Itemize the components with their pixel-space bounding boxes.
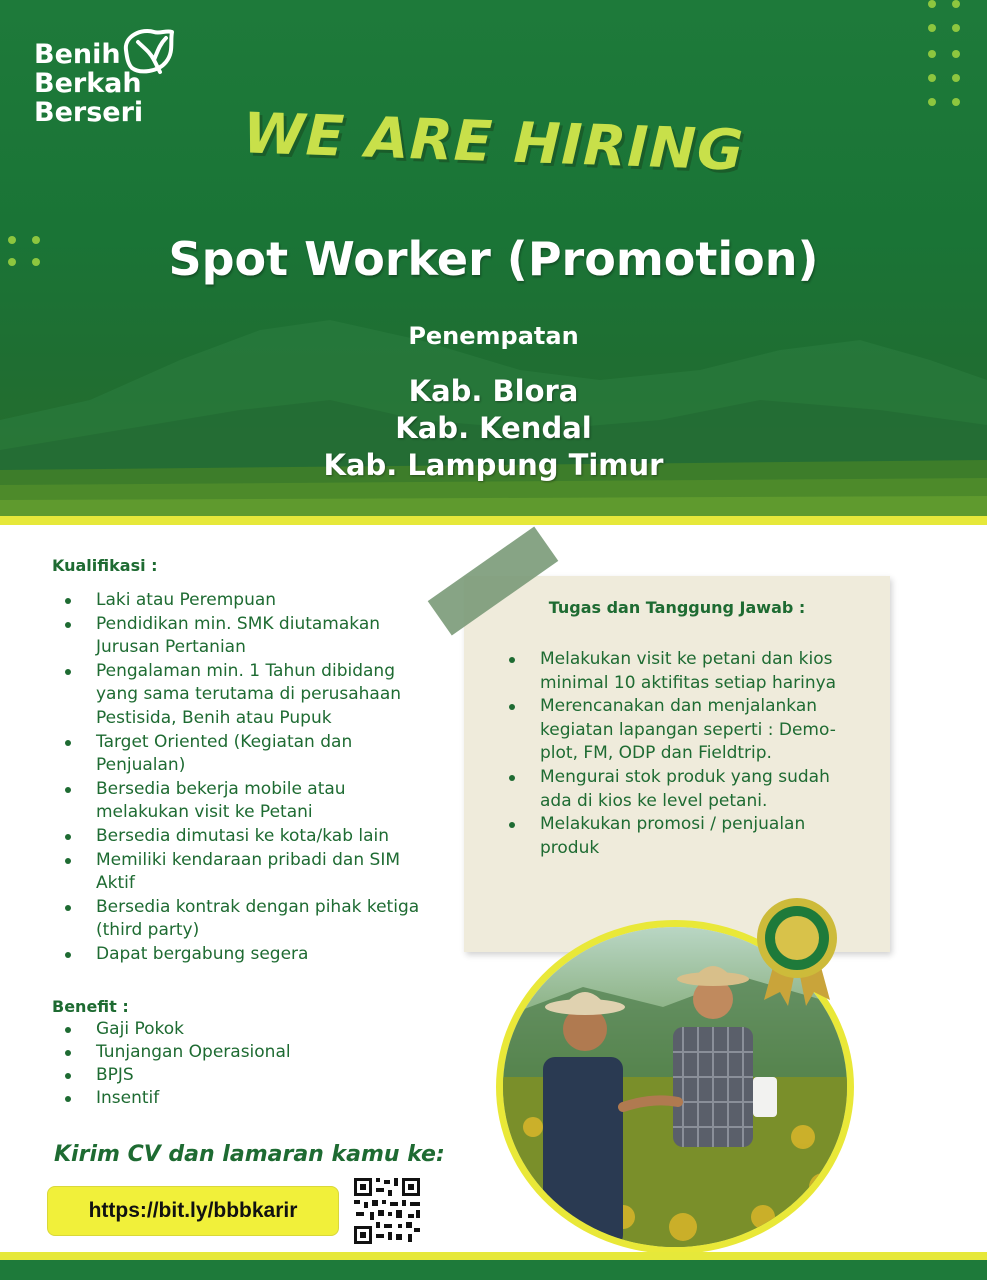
duties-title: Tugas dan Tanggung Jawab : — [548, 598, 806, 617]
location-3: Kab. Lampung Timur — [323, 448, 664, 482]
list-item: Merencanakan dan menjalankan kegiatan lapangan seperti : Demo-plot, FM, ODP dan Fieldtrip. — [496, 695, 866, 766]
list-item: Gaji Pokok — [52, 1018, 432, 1041]
qualifications-list — [52, 589, 432, 967]
list-item: Melakukan promosi / penjualan produk — [496, 813, 866, 860]
location-2: Kab. Kendal — [395, 411, 592, 445]
list-item: Bersedia kontrak dengan pihak ketiga (third party) — [52, 896, 432, 943]
list-item: Bersedia bekerja mobile atau melakukan visit ke Petani — [52, 778, 432, 825]
logo-line-2: Berkah — [34, 68, 142, 99]
list-item: Laki atau Perempuan — [52, 589, 432, 613]
list-item: Pengalaman min. 1 Tahun dibidang yang sama terutama di perusahaan Pestisida, Benih atau Pupuk — [52, 660, 432, 731]
leaf-logo-icon — [120, 28, 176, 78]
qualifications-title: Kualifikasi : — [52, 556, 158, 575]
list-item: Bersedia dimutasi ke kota/kab lain — [52, 825, 432, 849]
list-item: Target Oriented (Kegiatan dan Penjualan) — [52, 731, 432, 778]
placement-label: Penempatan — [408, 322, 579, 350]
duties-list — [496, 648, 866, 860]
apply-link[interactable]: https://bit.ly/bbbkarir — [47, 1186, 339, 1236]
logo-line-1: Benih — [34, 39, 121, 70]
list-item: Memiliki kendaraan pribadi dan SIM Aktif — [52, 849, 432, 896]
logo-line-3: Berseri — [34, 97, 144, 128]
list-item: Mengurai stok produk yang sudah ada di kios ke level petani. — [496, 766, 866, 813]
location-1: Kab. Blora — [408, 374, 579, 408]
qr-code-icon[interactable] — [352, 1176, 422, 1246]
header-accent-stripe — [0, 516, 987, 525]
footer-bar — [0, 1260, 987, 1280]
footer-accent-stripe — [0, 1252, 987, 1260]
cta-text: Kirim CV dan lamaran kamu ke: — [54, 1142, 445, 1167]
list-item: Insentif — [52, 1087, 432, 1110]
list-item: BPJS — [52, 1064, 432, 1087]
list-item: Dapat bergabung segera — [52, 943, 432, 967]
award-badge-icon — [754, 896, 840, 1006]
job-title: Spot Worker (Promotion) — [168, 232, 819, 286]
benefit-list — [52, 1018, 432, 1110]
list-item: Tunjangan Operasional — [52, 1041, 432, 1064]
list-item: Pendidikan min. SMK diutamakan Jurusan Pertanian — [52, 613, 432, 660]
benefit-title: Benefit : — [52, 997, 129, 1016]
header-banner — [0, 0, 987, 522]
hiring-headline: WE ARE HIRING — [241, 101, 746, 184]
list-item: Melakukan visit ke petani dan kios minimal 10 aktifitas setiap harinya — [496, 648, 866, 695]
